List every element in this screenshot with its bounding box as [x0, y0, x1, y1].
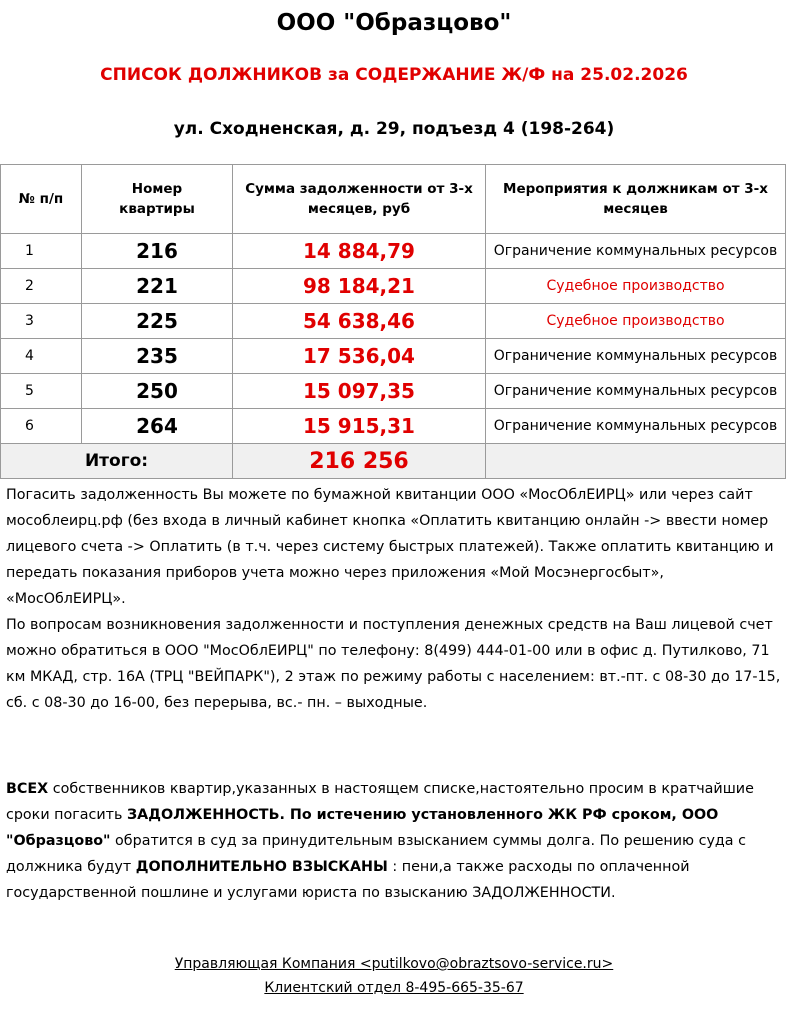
- header-num: № п/п: [1, 165, 82, 234]
- row-action: Судебное производство: [486, 304, 786, 339]
- table-row: [1, 339, 786, 374]
- row-num: 3: [1, 304, 82, 339]
- footer-company-email: Управляющая Компания <putilkovo@obraztsovo-service.ru>: [174, 956, 614, 972]
- table-row: [1, 374, 786, 409]
- header-apartment: Номер квартиры: [82, 165, 233, 234]
- row-apartment: 235: [82, 339, 233, 374]
- footer-client-phone: Клиентский отдел 8-495-665-35-67: [264, 980, 524, 996]
- contact-info-paragraph: По вопросам возникновения задолженности и поступления денежных средств на Ваш лицевой счет можно обратиться в ООО "МосОблЕИРЦ" по телефону: 8(499) 444-01-00 или в офис д. Путилково, 71 км МКАД, стр. 16А (ТРЦ "ВЕЙПАРК"), 2 этаж по режиму работы с населением: вт.-пт. с 08-30 до 17-15, сб. с 08-30 до 16-00, без перерыва, вс.- пн. – выходные.: [6, 617, 781, 711]
- row-debt-sum: 15 915,31: [233, 409, 486, 444]
- warning-text-2: обратится в суд за принудительным взысканием суммы долга. По решению суда с должника будут: [6, 833, 746, 875]
- warning-text-3: : пени,а также расходы по оплаченной государственной пошлине и услугами юриста по взысканию ЗАДОЛЖЕННОСТИ.: [6, 859, 690, 901]
- total-label: Итого:: [1, 444, 233, 479]
- building-address: ул. Сходненская, д. 29, подъезд 4 (198-264): [173, 119, 615, 139]
- total-row: [1, 444, 786, 479]
- table-header-row: [1, 165, 786, 234]
- debtors-table: [0, 164, 786, 479]
- row-num: 5: [1, 374, 82, 409]
- table-row: [1, 269, 786, 304]
- row-debt-sum: 17 536,04: [233, 339, 486, 374]
- row-action: Ограничение коммунальных ресурсов: [486, 339, 786, 374]
- warning-text-1: собственников квартир,указанных в настоящем списке,настоятельно просим в кратчайшие сроки погасить: [6, 781, 754, 823]
- row-action: Ограничение коммунальных ресурсов: [486, 374, 786, 409]
- row-apartment: 221: [82, 269, 233, 304]
- row-num: 2: [1, 269, 82, 304]
- warning-bold-all: ВСЕХ: [6, 781, 49, 797]
- row-debt-sum: 15 097,35: [233, 374, 486, 409]
- row-action: Ограничение коммунальных ресурсов: [486, 234, 786, 269]
- payment-info-paragraph: Погасить задолженность Вы можете по бумажной квитанции ООО «МосОблЕИРЦ» или через сайт мособлеирц.рф (без входа в личный кабинет кнопка «Оплатить квитанцию онлайн -> ввести номер лицевого счета -> Оплатить (в т.ч. через систему быстрых платежей). Также оплатить квитанцию и передать показания приборов учета можно через приложения «Мой Мосэнергосбыт», «МосОблЕИРЦ».: [6, 487, 774, 607]
- row-num: 1: [1, 234, 82, 269]
- row-action: Судебное производство: [486, 269, 786, 304]
- warning-bold-extra: ДОПОЛНИТЕЛЬНО ВЗЫСКАНЫ: [135, 859, 388, 875]
- row-debt-sum: 54 638,46: [233, 304, 486, 339]
- row-apartment: 250: [82, 374, 233, 409]
- row-action: Ограничение коммунальных ресурсов: [486, 409, 786, 444]
- row-num: 4: [1, 339, 82, 374]
- warning-paragraph: [6, 776, 782, 906]
- table-row: [1, 409, 786, 444]
- document-title: СПИСОК ДОЛЖНИКОВ за СОДЕРЖАНИЕ Ж/Ф на 25.02.2026: [100, 65, 688, 85]
- warning-bold-debt: ЗАДОЛЖЕННОСТЬ. По истечению установленного ЖК РФ сроком, ООО "Образцово": [6, 807, 719, 849]
- company-name: ООО "Образцово": [276, 10, 512, 36]
- row-apartment: 225: [82, 304, 233, 339]
- total-empty-cell: [486, 444, 786, 479]
- row-debt-sum: 14 884,79: [233, 234, 486, 269]
- header-debt-sum: Сумма задолженности от 3-х месяцев, руб: [233, 165, 486, 234]
- total-sum: 216 256: [233, 444, 486, 479]
- table-row: [1, 304, 786, 339]
- header-actions: Мероприятия к должникам от 3-х месяцев: [486, 165, 786, 234]
- row-apartment: 264: [82, 409, 233, 444]
- row-apartment: 216: [82, 234, 233, 269]
- row-debt-sum: 98 184,21: [233, 269, 486, 304]
- row-num: 6: [1, 409, 82, 444]
- table-row: [1, 234, 786, 269]
